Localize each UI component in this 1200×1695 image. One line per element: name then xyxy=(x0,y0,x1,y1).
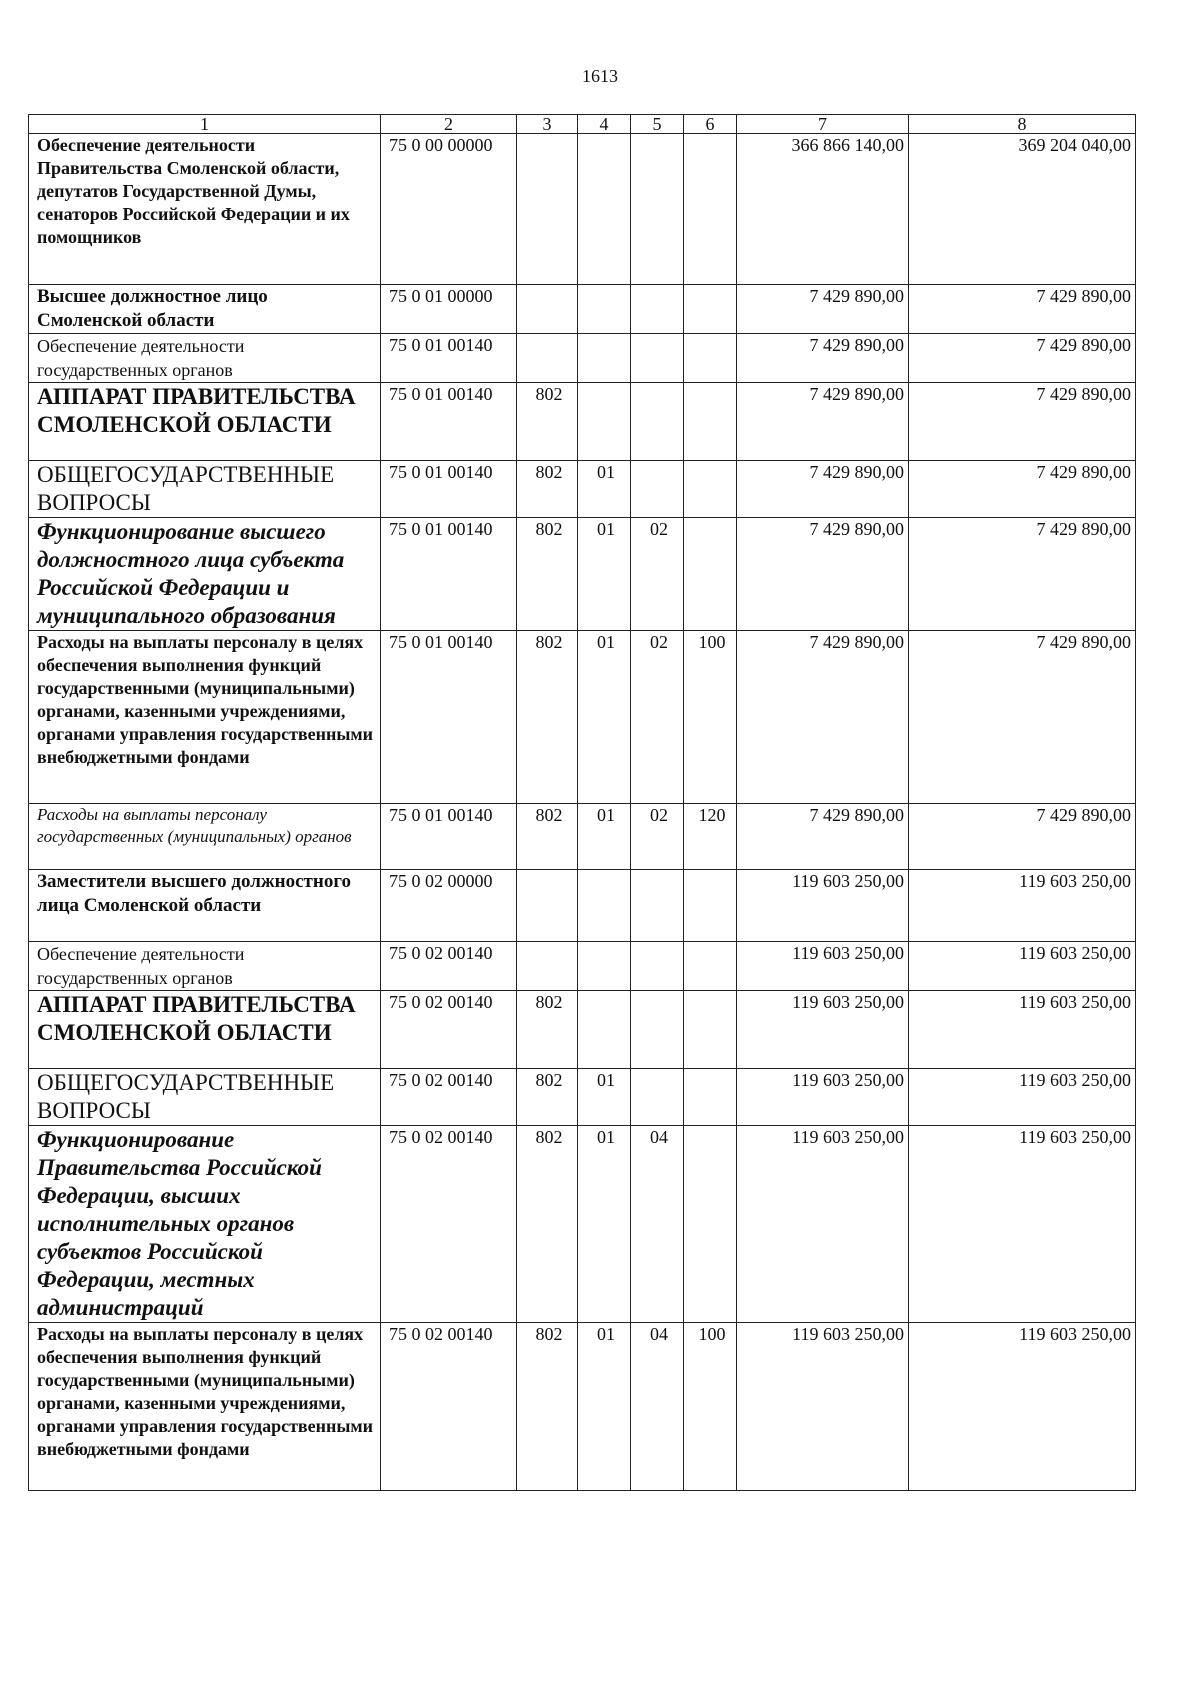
target-article-code: 75 0 02 00140 xyxy=(381,991,517,1069)
table-row xyxy=(29,804,1136,870)
section-code: 01 xyxy=(578,1126,631,1323)
budget-table xyxy=(28,114,1136,1491)
ministry-code: 802 xyxy=(517,1126,578,1323)
amount-year-1: 7 429 890,00 xyxy=(737,285,909,334)
subsection-code xyxy=(631,870,684,942)
section-code xyxy=(578,134,631,285)
item-name: Функционирование Правительства Российской Федерации, высших исполнительных органов субъектов Российской Федерации, местных администраций xyxy=(29,1126,381,1323)
amount-year-1: 119 603 250,00 xyxy=(737,1323,909,1491)
expense-type-code xyxy=(684,942,737,991)
section-code: 01 xyxy=(578,461,631,518)
section-code xyxy=(578,285,631,334)
amount-year-2: 119 603 250,00 xyxy=(909,942,1136,991)
expense-type-code xyxy=(684,285,737,334)
subsection-code: 02 xyxy=(631,804,684,870)
ministry-code: 802 xyxy=(517,991,578,1069)
target-article-code: 75 0 00 00000 xyxy=(381,134,517,285)
header-cell-1: 1 xyxy=(29,115,381,134)
section-code xyxy=(578,942,631,991)
section-code: 01 xyxy=(578,1069,631,1126)
ministry-code: 802 xyxy=(517,461,578,518)
item-name: Обеспечение деятельности государственных органов xyxy=(29,942,381,991)
table-row xyxy=(29,1069,1136,1126)
target-article-code: 75 0 01 00000 xyxy=(381,285,517,334)
header-row xyxy=(29,115,1136,134)
target-article-code: 75 0 01 00140 xyxy=(381,461,517,518)
expense-type-code xyxy=(684,870,737,942)
table-row xyxy=(29,631,1136,804)
expense-type-code xyxy=(684,334,737,383)
amount-year-1: 7 429 890,00 xyxy=(737,383,909,461)
amount-year-2: 7 429 890,00 xyxy=(909,461,1136,518)
item-name: ОБЩЕГОСУДАРСТВЕННЫЕ ВОПРОСЫ xyxy=(29,1069,381,1126)
ministry-code: 802 xyxy=(517,383,578,461)
subsection-code: 04 xyxy=(631,1126,684,1323)
item-name: Обеспечение деятельности государственных органов xyxy=(29,334,381,383)
ministry-code: 802 xyxy=(517,518,578,631)
subsection-code xyxy=(631,991,684,1069)
amount-year-1: 119 603 250,00 xyxy=(737,942,909,991)
subsection-code xyxy=(631,461,684,518)
target-article-code: 75 0 02 00140 xyxy=(381,1069,517,1126)
item-name: АППАРАТ ПРАВИТЕЛЬСТВА СМОЛЕНСКОЙ ОБЛАСТИ xyxy=(29,991,381,1069)
table-row xyxy=(29,334,1136,383)
subsection-code xyxy=(631,285,684,334)
expense-type-code xyxy=(684,383,737,461)
amount-year-2: 7 429 890,00 xyxy=(909,285,1136,334)
amount-year-1: 119 603 250,00 xyxy=(737,1069,909,1126)
target-article-code: 75 0 01 00140 xyxy=(381,334,517,383)
expense-type-code xyxy=(684,461,737,518)
table-row xyxy=(29,461,1136,518)
amount-year-2: 7 429 890,00 xyxy=(909,631,1136,804)
target-article-code: 75 0 01 00140 xyxy=(381,518,517,631)
ministry-code xyxy=(517,870,578,942)
target-article-code: 75 0 02 00140 xyxy=(381,1126,517,1323)
ministry-code xyxy=(517,285,578,334)
item-name: Заместители высшего должностного лица Смоленской области xyxy=(29,870,381,942)
amount-year-1: 119 603 250,00 xyxy=(737,1126,909,1323)
ministry-code: 802 xyxy=(517,804,578,870)
amount-year-1: 7 429 890,00 xyxy=(737,631,909,804)
table-row xyxy=(29,870,1136,942)
amount-year-2: 7 429 890,00 xyxy=(909,334,1136,383)
subsection-code: 02 xyxy=(631,518,684,631)
amount-year-1: 119 603 250,00 xyxy=(737,870,909,942)
amount-year-2: 119 603 250,00 xyxy=(909,1069,1136,1126)
subsection-code xyxy=(631,383,684,461)
ministry-code xyxy=(517,942,578,991)
item-name: Расходы на выплаты персоналу государственных (муниципальных) органов xyxy=(29,804,381,870)
page-number: 1613 xyxy=(582,66,618,86)
section-code: 01 xyxy=(578,631,631,804)
amount-year-2: 119 603 250,00 xyxy=(909,870,1136,942)
amount-year-2: 119 603 250,00 xyxy=(909,991,1136,1069)
table-row xyxy=(29,942,1136,991)
section-code: 01 xyxy=(578,804,631,870)
amount-year-2: 7 429 890,00 xyxy=(909,518,1136,631)
header-cell-6: 6 xyxy=(684,115,737,134)
subsection-code xyxy=(631,134,684,285)
item-name: Высшее должностное лицо Смоленской области xyxy=(29,285,381,334)
item-name: ОБЩЕГОСУДАРСТВЕННЫЕ ВОПРОСЫ xyxy=(29,461,381,518)
amount-year-1: 7 429 890,00 xyxy=(737,804,909,870)
target-article-code: 75 0 02 00140 xyxy=(381,1323,517,1491)
table-row xyxy=(29,518,1136,631)
table-row xyxy=(29,1126,1136,1323)
target-article-code: 75 0 01 00140 xyxy=(381,383,517,461)
expense-type-code xyxy=(684,1069,737,1126)
ministry-code: 802 xyxy=(517,1069,578,1126)
amount-year-2: 119 603 250,00 xyxy=(909,1323,1136,1491)
table-row xyxy=(29,1323,1136,1491)
target-article-code: 75 0 01 00140 xyxy=(381,631,517,804)
amount-year-2: 7 429 890,00 xyxy=(909,383,1136,461)
section-code xyxy=(578,334,631,383)
header-cell-8: 8 xyxy=(909,115,1136,134)
item-name: Обеспечение деятельности Правительства Смоленской области, депутатов Государственной Думы, сенаторов Российской Федерации и их помощников xyxy=(29,134,381,285)
item-name: Расходы на выплаты персоналу в целях обеспечения выполнения функций государственными (муниципальными) органами, казенными учреждениями, органами управления государственными внебюджетными фондами xyxy=(29,1323,381,1491)
amount-year-1: 7 429 890,00 xyxy=(737,334,909,383)
expense-type-code: 100 xyxy=(684,1323,737,1491)
expense-type-code: 120 xyxy=(684,804,737,870)
header-cell-5: 5 xyxy=(631,115,684,134)
subsection-code: 02 xyxy=(631,631,684,804)
header-cell-2: 2 xyxy=(381,115,517,134)
item-name: Расходы на выплаты персоналу в целях обеспечения выполнения функций государственными (муниципальными) органами, казенными учреждениями, органами управления государственными внебюджетными фондами xyxy=(29,631,381,804)
ministry-code: 802 xyxy=(517,631,578,804)
header-cell-7: 7 xyxy=(737,115,909,134)
subsection-code xyxy=(631,1069,684,1126)
amount-year-2: 119 603 250,00 xyxy=(909,1126,1136,1323)
ministry-code: 802 xyxy=(517,1323,578,1491)
target-article-code: 75 0 02 00000 xyxy=(381,870,517,942)
header-cell-4: 4 xyxy=(578,115,631,134)
table-body xyxy=(29,134,1136,1491)
item-name: Функционирование высшего должностного лица субъекта Российской Федерации и муниципального образования xyxy=(29,518,381,631)
section-code xyxy=(578,991,631,1069)
expense-type-code xyxy=(684,134,737,285)
section-code xyxy=(578,383,631,461)
subsection-code: 04 xyxy=(631,1323,684,1491)
amount-year-2: 7 429 890,00 xyxy=(909,804,1136,870)
expense-type-code: 100 xyxy=(684,631,737,804)
subsection-code xyxy=(631,334,684,383)
section-code: 01 xyxy=(578,518,631,631)
table-row xyxy=(29,991,1136,1069)
subsection-code xyxy=(631,942,684,991)
item-name: АППАРАТ ПРАВИТЕЛЬСТВА СМОЛЕНСКОЙ ОБЛАСТИ xyxy=(29,383,381,461)
table-row xyxy=(29,383,1136,461)
ministry-code xyxy=(517,134,578,285)
expense-type-code xyxy=(684,1126,737,1323)
amount-year-1: 7 429 890,00 xyxy=(737,518,909,631)
table-row xyxy=(29,134,1136,285)
amount-year-1: 366 866 140,00 xyxy=(737,134,909,285)
target-article-code: 75 0 01 00140 xyxy=(381,804,517,870)
amount-year-2: 369 204 040,00 xyxy=(909,134,1136,285)
expense-type-code xyxy=(684,518,737,631)
section-code: 01 xyxy=(578,1323,631,1491)
header-cell-3: 3 xyxy=(517,115,578,134)
expense-type-code xyxy=(684,991,737,1069)
ministry-code xyxy=(517,334,578,383)
amount-year-1: 119 603 250,00 xyxy=(737,991,909,1069)
target-article-code: 75 0 02 00140 xyxy=(381,942,517,991)
amount-year-1: 7 429 890,00 xyxy=(737,461,909,518)
section-code xyxy=(578,870,631,942)
table-row xyxy=(29,285,1136,334)
